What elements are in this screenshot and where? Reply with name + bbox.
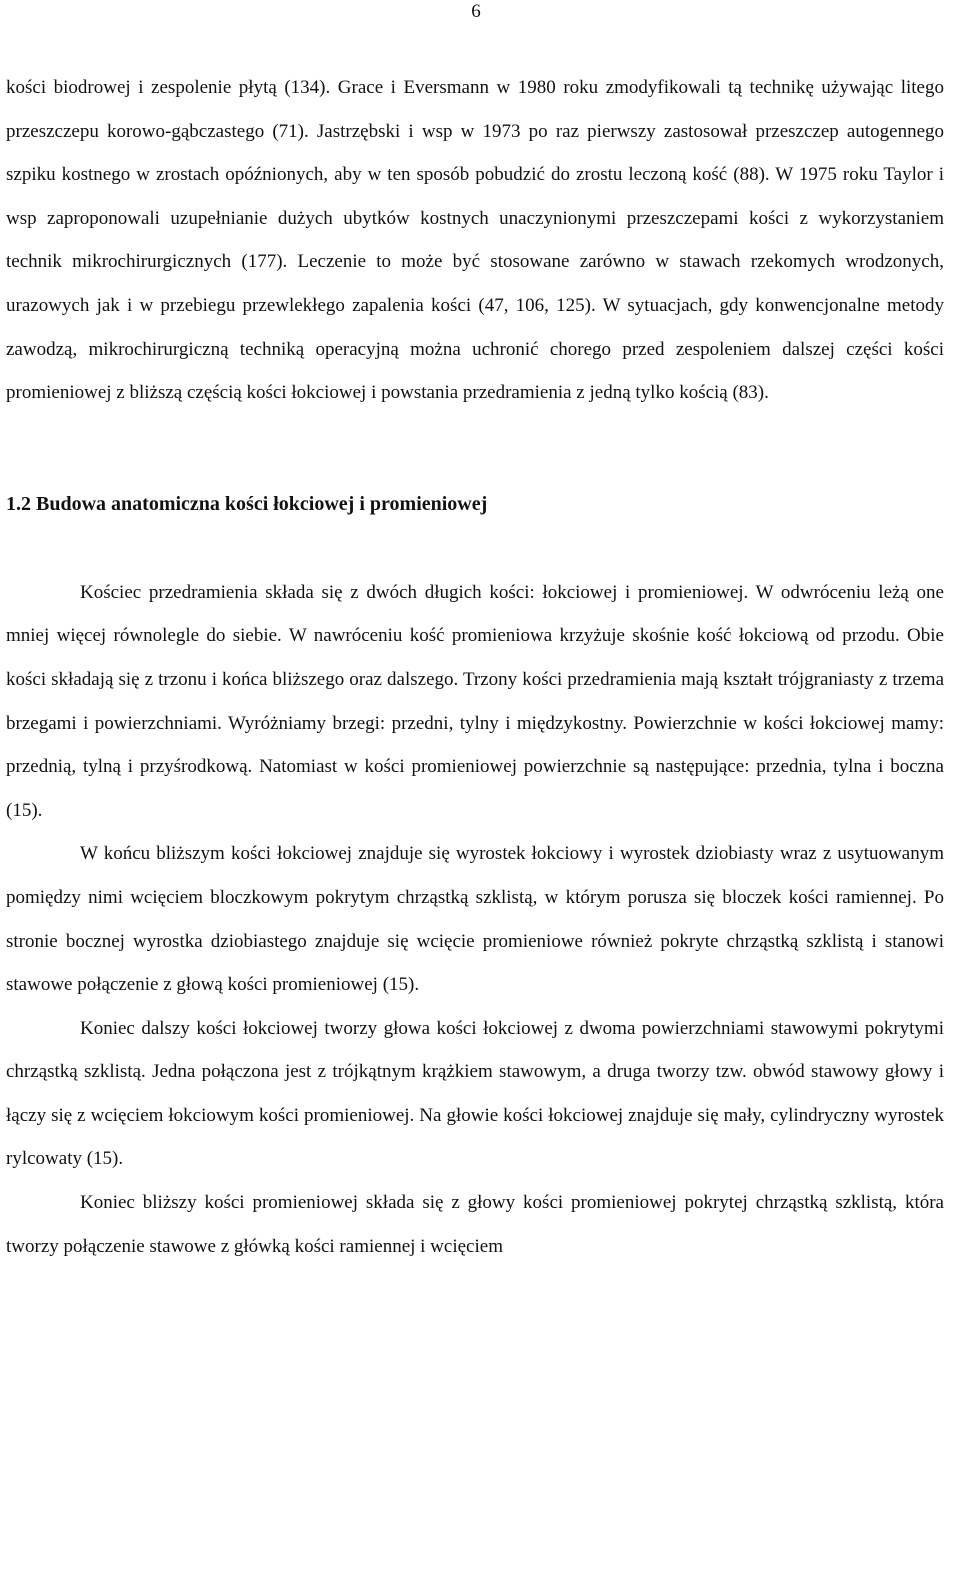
section-heading: 1.2 Budowa anatomiczna kości łokciowej i promieniowej bbox=[6, 492, 488, 515]
paragraph-intro: kości biodrowej i zespolenie płytą (134). Grace i Eversmann w 1980 roku zmodyfikowali tą technikę używając litego przeszczepu korowo-gąbczastego (71). Jastrzębski i wsp w 1973 po raz pierwszy zastosował przeszczep autogennego szpiku kostnego w zrostach opóźnionych, aby w ten sposób pobudzić do zrostu leczoną kość (88). W 1975 roku Taylor i wsp zaproponowali uzupełnianie dużych ubytków kostnych unaczynionymi przeszczepami kości z wykorzystaniem technik mikrochirurgicznych (177). Leczenie to może być stosowane zarówno w stawach rzekomych wrodzonych, urazowych jak i w przebiegu przewlekłego zapalenia kości (47, 106, 125). W sytuacjach, gdy konwencjonalne metody zawodzą, mikrochirurgiczną techniką operacyjną można uchronić chorego przed zespoleniem dalszej części kości promieniowej z bliższą częścią kości łokciowej i powstania przedramienia z jedną tylko kością (83). bbox=[6, 77, 944, 404]
paragraph-koscie: Kościec przedramienia składa się z dwóch długich kości: łokciowej i promieniowej. W odwróceniu leżą one mniej więcej równolegle do siebie. W nawróceniu kość promieniowa krzyżuje skośnie kość łokciową od przodu. Obie kości składają się z trzonu i końca bliższego oraz dalszego. Trzony kości przedramienia mają kształt trójgraniasty z trzema brzegami i powierzchniami. Wyróżniamy brzegi: przedni, tylny i międzykostny. Powierzchnie w kości łokciowej mamy: przednią, tylną i przyśrodkową. Natomiast w kości promieniowej powierzchnie są następujące: przednia, tylna i boczna (15). bbox=[6, 581, 944, 821]
paragraph-koniec-blizszy-promieniowej: Koniec bliższy kości promieniowej składa się z głowy kości promieniowej pokrytej chrząstką szklistą, która tworzy połączenie stawowe z główką kości ramiennej i wcięciem bbox=[6, 1192, 944, 1257]
spacer bbox=[6, 415, 944, 491]
document-body bbox=[6, 66, 944, 1268]
paragraph-koniec-blizszy-lokciowej: W końcu bliższym kości łokciowej znajduje się wyrostek łokciowy i wyrostek dziobiasty wraz z usytuowanym pomiędzy nimi wcięciem bloczkowym pokrytym chrząstką szklistą, w którym porusza się bloczek kości ramiennej. Po stronie bocznej wyrostka dziobiastego znajduje się wcięcie promieniowe również pokryte chrząstką szklistą i stanowi stawowe połączenie z głową kości promieniowej (15). bbox=[6, 843, 944, 996]
spacer bbox=[6, 517, 944, 571]
page-number bbox=[0, 0, 960, 24]
page-number-text: 6 bbox=[471, 1, 481, 22]
paragraph-koniec-dalszy-lokciowej: Koniec dalszy kości łokciowej tworzy głowa kości łokciowej z dwoma powierzchniami stawowymi pokrytymi chrząstką szklistą. Jedna połączona jest z trójkątnym krążkiem stawowym, a druga tworzy tzw. obwód stawowy głowy i łączy się z wcięciem łokciowym kości promieniowej. Na głowie kości łokciowej znajduje się mały, cylindryczny wyrostek rylcowaty (15). bbox=[6, 1017, 944, 1170]
